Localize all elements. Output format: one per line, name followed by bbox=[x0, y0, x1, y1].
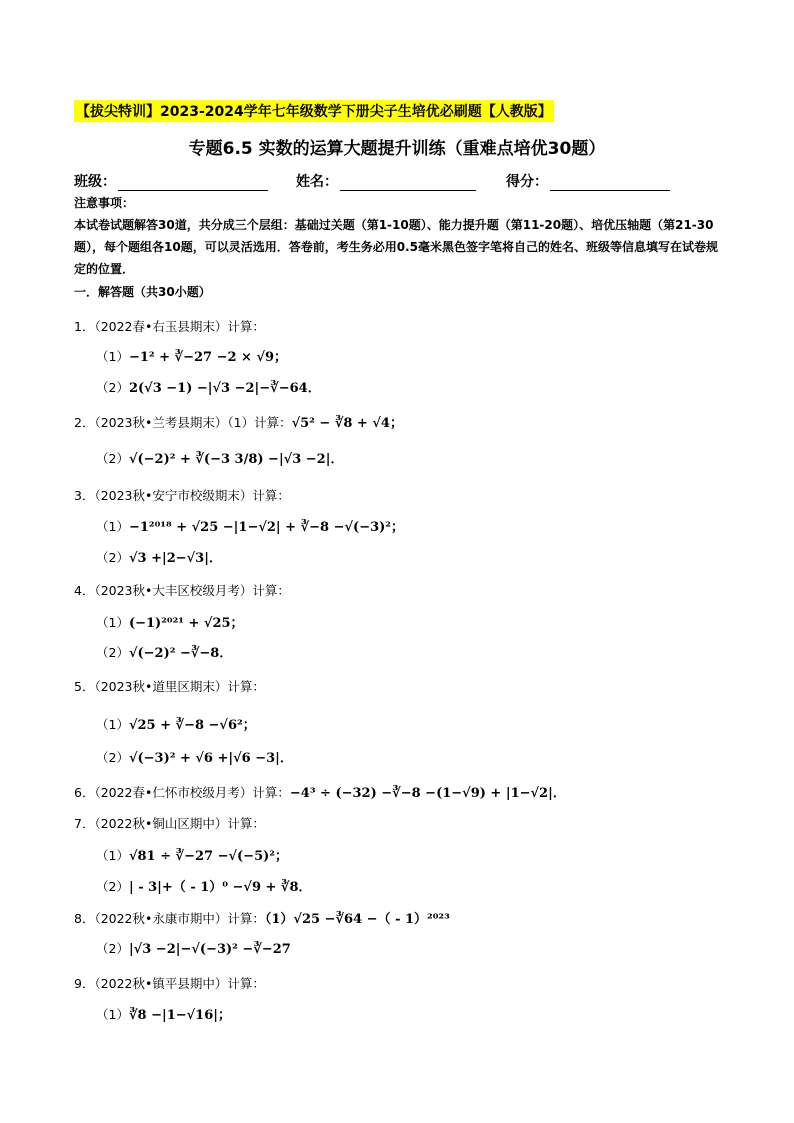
question-4-part-2: （2）√(−2)² −∛−8． bbox=[96, 645, 233, 661]
class-label: 班级： bbox=[74, 174, 116, 190]
question-5: 5．（2023秋•道里区期末）计算： bbox=[74, 679, 265, 694]
name-field[interactable] bbox=[296, 171, 476, 191]
question-1-label: 1．（2022春•右玉县期末）计算： bbox=[74, 319, 265, 334]
question-7: 7．（2022秋•铜山区期中）计算： bbox=[74, 816, 265, 831]
series-banner: 【拔尖特训】2023-2024学年七年级数学下册尖子生培优必刷题【人教版】 bbox=[74, 100, 554, 122]
question-6: 6．（2022春•仁怀市校级月考）计算：−4³ ÷ (−32) −∛−8 −(1−√9) + |1−√2|． bbox=[74, 785, 566, 801]
score-label: 得分： bbox=[506, 174, 548, 190]
class-blank[interactable] bbox=[118, 176, 268, 191]
question-9-part-1: （1）∛8 −|1−√16|； bbox=[96, 1007, 231, 1023]
question-1-part-1: （1）−1² + ∛−27 −2 × √9； bbox=[96, 349, 288, 365]
name-label: 姓名： bbox=[296, 174, 338, 190]
question-1-part-2: （2）2(√3 −1) −|√3 −2|−∛−64． bbox=[96, 380, 321, 396]
question-5-part-1: （1）√25 + ∛−8 −√6²； bbox=[96, 717, 256, 733]
question-7-part-2: （2）| - 3|+（ - 1）⁰ −√9 + ∛8． bbox=[96, 879, 312, 895]
question-3-part-1: （1）−1²⁰¹⁸ + √25 −|1−√2| + ∛−8 −√(−3)²； bbox=[96, 519, 404, 535]
score-field[interactable] bbox=[506, 171, 670, 191]
question-8: 8．（2022秋•永康市期中）计算：（1）√25 −∛64 −（ - 1）²⁰²³ bbox=[74, 911, 450, 927]
question-5-part-2: （2）√(−3)² + √6 +|√6 −3|． bbox=[96, 750, 293, 766]
question-2: 2．（2023秋•兰考县期末）（1）计算：√5² − ∛8 + √4； bbox=[74, 415, 403, 431]
question-3-part-2: （2）√3 +|2−√3|． bbox=[96, 550, 222, 566]
student-info-row bbox=[74, 171, 714, 191]
question-9: 9．（2022秋•镇平县期中）计算： bbox=[74, 976, 265, 991]
score-blank[interactable] bbox=[550, 176, 670, 191]
class-field[interactable] bbox=[74, 171, 268, 191]
question-8-part-2: （2）|√3 −2|−√(−3)² −∛−27 bbox=[96, 941, 291, 957]
question-7-part-1: （1）√81 ÷ ∛−27 −√(−5)²； bbox=[96, 848, 288, 864]
question-3: 3．（2023秋•安宁市校级期末）计算： bbox=[74, 488, 290, 503]
notes-heading: 注意事项： bbox=[74, 196, 135, 210]
question-2-part-2: （2）√(−2)² + ∛(−3 3/8) −|√3 −2|． bbox=[96, 451, 344, 467]
section-title: 一．解答题（共30小题） bbox=[74, 285, 211, 299]
question-1 bbox=[74, 317, 265, 335]
name-blank[interactable] bbox=[340, 176, 476, 191]
page-title: 专题6.5 实数的运算大题提升训练（重难点培优30题） bbox=[188, 139, 606, 159]
notes-body: 本试卷试题解答30道，共分成三个层组：基础过关题（第1-10题）、能力提升题（第11-20题）、培优压轴题（第21-30题），每个题组各10题，可以灵活选用．答卷前，考生务必用0.5毫米黑色签字笔将自己的姓名、班级等信息填写在试卷规定的位置． bbox=[74, 218, 718, 276]
question-4-part-1: （1）(−1)²⁰²¹ + √25； bbox=[96, 615, 244, 631]
question-4: 4．（2023秋•大丰区校级月考）计算： bbox=[74, 583, 290, 598]
